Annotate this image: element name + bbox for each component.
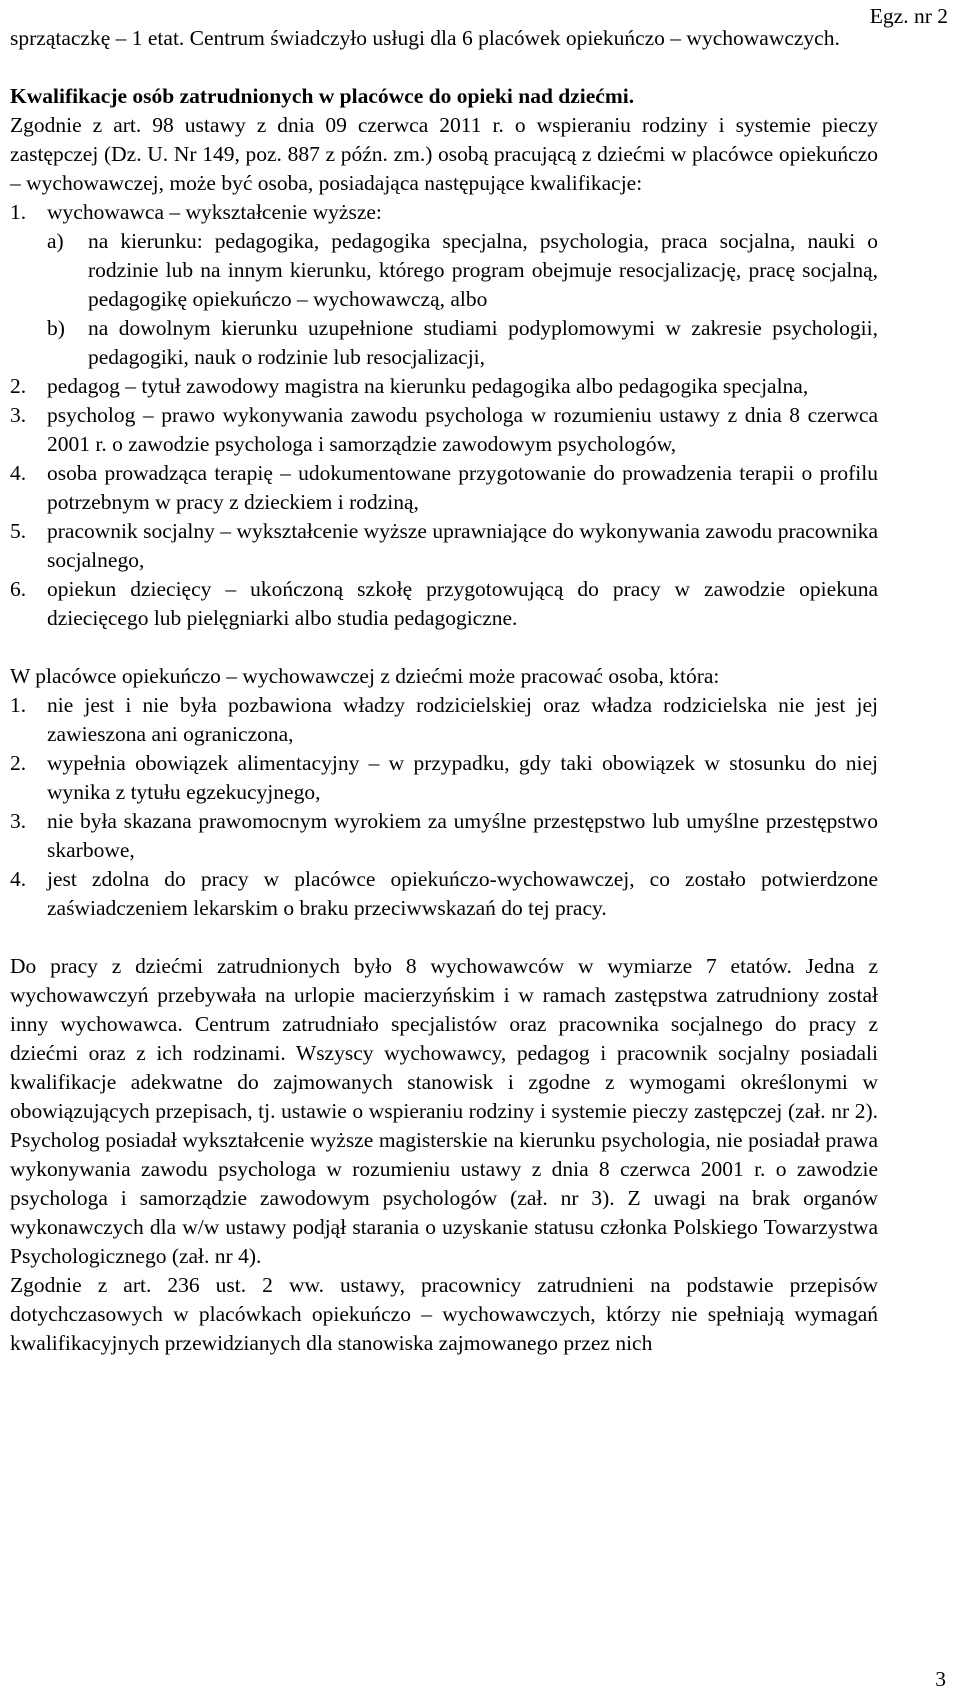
sub-list-item-letter: a) (47, 229, 64, 253)
list-item-text: jest zdolna do pracy w placówce opiekuńczo-wychowawczej, co zostało potwierdzone zaświadczeniem lekarskim o braku przeciwwskazań do tej pracy. (47, 867, 878, 920)
list-item-text: wychowawca – wykształcenie wyższe: (47, 200, 382, 224)
list-item (10, 459, 878, 517)
list-item (10, 749, 878, 807)
list-item-number: 1. (10, 693, 27, 717)
list-item-text: wypełnia obowiązek alimentacyjny – w przypadku, gdy taki obowiązek w stosunku do niej wynika z tytułu egzekucyjnego, (47, 751, 878, 804)
list-item-text: nie była skazana prawomocnym wyrokiem za umyślne przestępstwo lub umyślne przestępstwo skarbowe, (47, 809, 878, 862)
list-item (10, 372, 878, 401)
list-item-text: nie jest i nie była pozbawiona władzy rodzicielskiej oraz władza rodzicielska nie jest jej zawieszona ani ograniczona, (47, 693, 878, 746)
qualifications-list (10, 198, 878, 633)
conditions-list (10, 691, 878, 923)
list-item (10, 517, 878, 575)
sub-list-item (10, 227, 878, 314)
list-item (10, 198, 878, 227)
list-item (10, 691, 878, 749)
sub-list-item (10, 314, 878, 372)
section-heading: Kwalifikacje osób zatrudnionych w placówce do opieki nad dziećmi. (10, 84, 635, 108)
list-item-text: psycholog – prawo wykonywania zawodu psychologa w rozumieniu ustawy z dnia 8 czerwca 2001 r. o zawodzie psychologa i samorządzie zawodowym psychologów, (47, 403, 878, 456)
list-item-number: 4. (10, 461, 27, 485)
list-item-text: opiekun dziecięcy – ukończoną szkołę przygotowującą do pracy w zawodzie opiekuna dziecięcego lub pielęgniarki albo studia pedagogiczne. (47, 577, 878, 630)
document-body (10, 24, 878, 1358)
intro-paragraph: sprzątaczkę – 1 etat. Centrum świadczyło usługi dla 6 placówek opiekuńczo – wychowawczych. (10, 26, 840, 50)
list-item (10, 401, 878, 459)
list-item-text: pracownik socjalny – wykształcenie wyższe uprawniające do wykonywania zawodu pracownika socjalnego, (47, 519, 878, 572)
body-paragraph: Do pracy z dziećmi zatrudnionych było 8 wychowawców w wymiarze 7 etatów. Jedna z wychowawczyń przebywała na urlopie macierzyńskim i w ramach zastępstwa zatrudniony został inny wychowawca. Centrum zatrudniało specjalistów oraz pracownika socjalnego do pracy z dziećmi oraz z ich rodzinami. Wszyscy wychowawcy, pedagog i pracownik socjalny posiadali kwalifikacje adekwatne do zajmowanych stanowisk i zgodne z wymogami określonymi w obowiązujących przepisach, tj. ustawie o wspieraniu rodziny i systemie pieczy zastępczej (zał. nr 2). Psycholog posiadał wykształcenie wyższe magisterskie na kierunku psychologia, nie posiadał prawa wykonywania zawodu psychologa w rozumieniu ustawy z dnia 8 czerwca 2001 r. o zawodzie psychologa i samorządzie zawodowym psychologów (zał. nr 3). Z uwagi na brak organów wykonawczych dla w/w ustawy podjął starania o uzyskanie statusu członka Polskiego Towarzystwa Psychologicznego (zał. nr 4). (10, 954, 878, 1268)
list-item-text: osoba prowadząca terapię – udokumentowane przygotowanie do prowadzenia terapii o profilu potrzebnym w pracy z dzieckiem i rodziną, (47, 461, 878, 514)
list-item-text: pedagog – tytuł zawodowy magistra na kierunku pedagogika albo pedagogika specjalna, (47, 374, 809, 398)
spacer (10, 923, 878, 952)
spacer (10, 633, 878, 662)
copy-number-label: Egz. nr 2 (869, 4, 948, 28)
sub-list-item-text: na dowolnym kierunku uzupełnione studiami podyplomowymi w zakresie psychologii, pedagogiki, nauk o rodzinie lub resocjalizacji, (88, 316, 878, 369)
list-item-number: 2. (10, 374, 27, 398)
list-item (10, 575, 878, 633)
list-item-number: 4. (10, 867, 27, 891)
list-item-number: 1. (10, 200, 27, 224)
list-item-number: 3. (10, 809, 27, 833)
sub-list-item-letter: b) (47, 316, 65, 340)
list-item-number: 6. (10, 577, 27, 601)
section-lead-paragraph: Zgodnie z art. 98 ustawy z dnia 09 czerwca 2011 r. o wspieraniu rodziny i systemie pieczy zastępczej (Dz. U. Nr 149, poz. 887 z późn. zm.) osobą pracującą z dziećmi w placówce opiekuńczo – wychowawczej, może być osoba, posiadająca następujące kwalifikacje: (10, 113, 878, 195)
list-item-number: 5. (10, 519, 27, 543)
list-item (10, 865, 878, 923)
body-paragraph: Zgodnie z art. 236 ust. 2 ww. ustawy, pracownicy zatrudnieni na podstawie przepisów dotychczasowych w placówkach opiekuńczo – wychowawczych, którzy nie spełniają wymagań kwalifikacyjnych przewidzianych dla stanowiska zajmowanego przez nich (10, 1273, 878, 1355)
list-item-number: 3. (10, 403, 27, 427)
spacer (10, 53, 878, 82)
page-number: 3 (935, 1667, 946, 1691)
sub-list-item-text: na kierunku: pedagogika, pedagogika specjalna, psychologia, praca socjalna, nauki o rodzinie lub na innym kierunku, którego program obejmuje resocjalizację, pracę socjalną, pedagogikę opiekuńczo – wychowawczą, albo (88, 229, 878, 311)
conditions-lead-paragraph: W placówce opiekuńczo – wychowawczej z dziećmi może pracować osoba, która: (10, 664, 720, 688)
list-item-number: 2. (10, 751, 27, 775)
list-item (10, 807, 878, 865)
